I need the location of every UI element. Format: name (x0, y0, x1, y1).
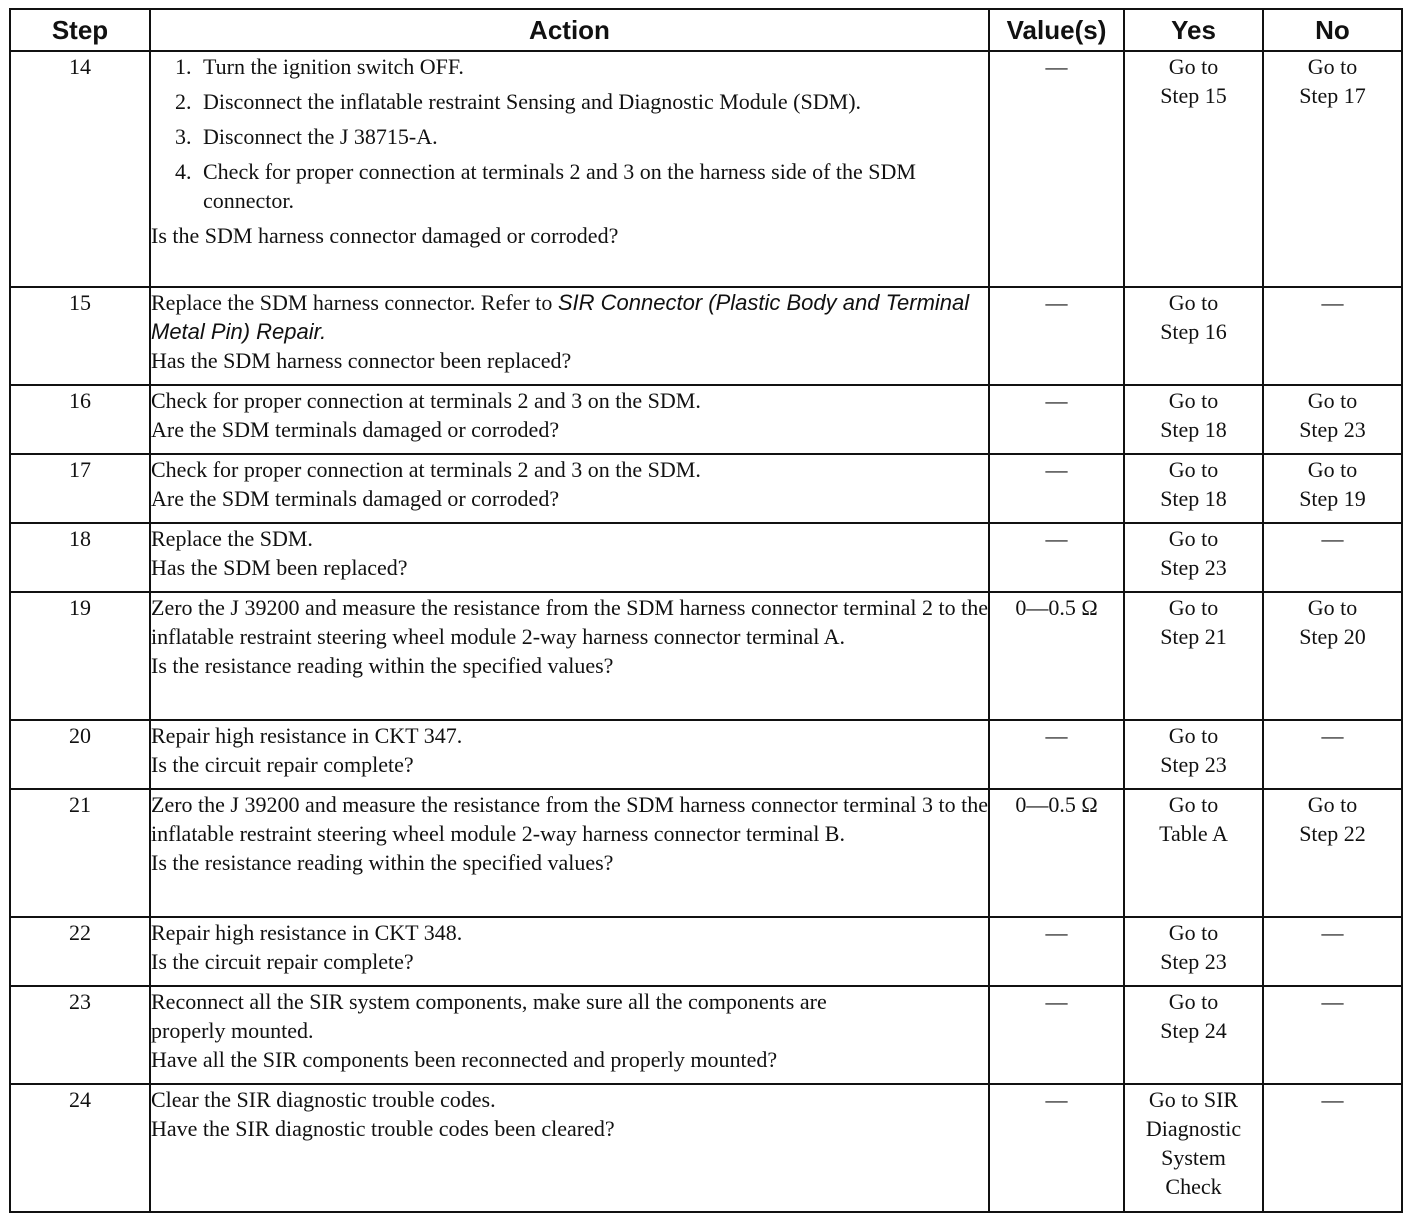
action-question: Have all the SIR components been reconnected and properly mounted? (151, 1047, 778, 1072)
action-question: Are the SDM terminals damaged or corroded? (151, 486, 560, 511)
no-text: Go to (1307, 792, 1358, 817)
action-cell (150, 789, 989, 917)
table-row (10, 986, 1402, 1084)
action-cell (150, 523, 989, 592)
step-number: 15 (10, 287, 150, 385)
no-cell (1263, 1084, 1402, 1212)
yes-cell (1124, 789, 1263, 917)
action-question: Are the SDM terminals damaged or corroded? (151, 417, 560, 442)
step-number: 19 (10, 592, 150, 720)
no-text: Step 22 (1299, 821, 1366, 846)
yes-text: Step 15 (1160, 83, 1227, 108)
yes-text: Go to (1168, 54, 1219, 79)
header-action: Action (150, 9, 989, 51)
action-text: Replace the SDM. (151, 526, 313, 551)
action-text: Check for proper connection at terminals 2 and 3 on the SDM. (151, 388, 701, 413)
yes-text: Go to (1168, 290, 1219, 315)
no-cell (1263, 385, 1402, 454)
yes-text: Go to (1168, 388, 1219, 413)
table-row (10, 720, 1402, 789)
step-number: 18 (10, 523, 150, 592)
no-text: Go to (1307, 54, 1358, 79)
action-cell (150, 1084, 989, 1212)
action-step: 3. Disconnect the J 38715-A. (175, 124, 438, 149)
yes-cell (1124, 986, 1263, 1084)
table-row (10, 454, 1402, 523)
yes-text: Table A (1159, 821, 1228, 846)
diagnostic-table (9, 8, 1403, 1213)
yes-cell (1124, 592, 1263, 720)
table-row (10, 1084, 1402, 1212)
action-cell (150, 986, 989, 1084)
yes-text: Step 18 (1160, 486, 1227, 511)
no-text: — (1321, 723, 1344, 748)
action-question: Is the circuit repair complete? (151, 949, 414, 974)
no-text: Step 20 (1299, 624, 1366, 649)
action-question: Is the circuit repair complete? (151, 752, 414, 777)
yes-cell (1124, 287, 1263, 385)
action-cell (150, 385, 989, 454)
no-text: Step 17 (1299, 83, 1366, 108)
yes-text: Step 16 (1160, 319, 1227, 344)
action-cell (150, 917, 989, 986)
action-question: Has the SDM been replaced? (151, 555, 408, 580)
value-cell: 0—0.5 Ω (989, 592, 1124, 720)
action-text: Zero the J 39200 and measure the resistance from the SDM harness connector terminal 3 to the inflatable restraint steering wheel module 2-way harness connector terminal B. (151, 792, 988, 846)
table-row (10, 523, 1402, 592)
yes-text: Go to (1168, 792, 1219, 817)
yes-text: Go to (1168, 723, 1219, 748)
yes-text: Check (1165, 1174, 1222, 1199)
no-text: Step 19 (1299, 486, 1366, 511)
value-cell: — (989, 287, 1124, 385)
step-number: 22 (10, 917, 150, 986)
action-cell (150, 287, 989, 385)
yes-text: System (1161, 1145, 1226, 1170)
header-yes: Yes (1124, 9, 1263, 51)
yes-text: Step 23 (1160, 752, 1227, 777)
no-text: Step 23 (1299, 417, 1366, 442)
action-text: Replace the SDM harness connector. Refer to (151, 290, 558, 315)
value-cell: — (989, 917, 1124, 986)
action-cell (150, 720, 989, 789)
no-cell (1263, 523, 1402, 592)
yes-text: Go to (1168, 457, 1219, 482)
yes-cell (1124, 523, 1263, 592)
step-number: 16 (10, 385, 150, 454)
action-step: 4. Check for proper connection at terminals 2 and 3 on the harness side of the SDM connector. (175, 159, 916, 213)
table-row (10, 51, 1402, 287)
no-cell (1263, 287, 1402, 385)
action-cell (150, 454, 989, 523)
yes-text: Step 23 (1160, 949, 1227, 974)
yes-text: Step 23 (1160, 555, 1227, 580)
no-cell (1263, 51, 1402, 287)
step-number: 23 (10, 986, 150, 1084)
no-text: — (1321, 526, 1344, 551)
yes-text: Step 21 (1160, 624, 1227, 649)
yes-cell (1124, 454, 1263, 523)
yes-text: Step 24 (1160, 1018, 1227, 1043)
header-step: Step (10, 9, 150, 51)
value-cell: — (989, 720, 1124, 789)
yes-text: Step 18 (1160, 417, 1227, 442)
yes-text: Go to (1168, 526, 1219, 551)
header-values: Value(s) (989, 9, 1124, 51)
value-cell: — (989, 986, 1124, 1084)
yes-cell (1124, 1084, 1263, 1212)
no-text: — (1321, 989, 1344, 1014)
step-number: 17 (10, 454, 150, 523)
yes-text: Go to (1168, 595, 1219, 620)
action-question: Is the resistance reading within the specified values? (151, 653, 614, 678)
value-cell: — (989, 1084, 1124, 1212)
yes-text: Go to (1168, 989, 1219, 1014)
no-text: Go to (1307, 595, 1358, 620)
no-cell (1263, 592, 1402, 720)
value-cell: 0—0.5 Ω (989, 789, 1124, 917)
step-number: 24 (10, 1084, 150, 1212)
action-question: Is the resistance reading within the specified values? (151, 850, 614, 875)
no-cell (1263, 454, 1402, 523)
action-text: Repair high resistance in CKT 348. (151, 920, 463, 945)
table-row (10, 592, 1402, 720)
action-text: Check for proper connection at terminals 2 and 3 on the SDM. (151, 457, 701, 482)
action-step: 2. Disconnect the inflatable restraint Sensing and Diagnostic Module (SDM). (175, 89, 862, 114)
table-row (10, 287, 1402, 385)
step-number: 21 (10, 789, 150, 917)
value-cell: — (989, 454, 1124, 523)
no-cell (1263, 789, 1402, 917)
no-text: — (1321, 290, 1344, 315)
no-text: — (1321, 1087, 1344, 1112)
action-text: Reconnect all the SIR system components, make sure all the components are properly mounted. (151, 989, 827, 1043)
header-row (10, 9, 1402, 51)
value-cell: — (989, 51, 1124, 287)
action-question: Has the SDM harness connector been replaced? (151, 348, 572, 373)
yes-text: Diagnostic (1145, 1116, 1242, 1141)
no-text: Go to (1307, 457, 1358, 482)
step-number: 20 (10, 720, 150, 789)
action-text: Clear the SIR diagnostic trouble codes. (151, 1087, 496, 1112)
action-text: Repair high resistance in CKT 347. (151, 723, 463, 748)
table-row (10, 789, 1402, 917)
yes-cell (1124, 720, 1263, 789)
yes-text: Go to SIR (1148, 1087, 1239, 1112)
yes-cell (1124, 385, 1263, 454)
step-number: 14 (10, 51, 150, 287)
table-row (10, 917, 1402, 986)
no-cell (1263, 986, 1402, 1084)
action-cell (150, 592, 989, 720)
action-question: Have the SIR diagnostic trouble codes been cleared? (151, 1116, 615, 1141)
value-cell: — (989, 385, 1124, 454)
table-row (10, 385, 1402, 454)
no-cell (1263, 917, 1402, 986)
no-cell (1263, 720, 1402, 789)
action-question: Is the SDM harness connector damaged or corroded? (151, 223, 619, 248)
action-cell (150, 51, 989, 287)
yes-text: Go to (1168, 920, 1219, 945)
header-no: No (1263, 9, 1402, 51)
yes-cell (1124, 917, 1263, 986)
no-text: Go to (1307, 388, 1358, 413)
action-text: Zero the J 39200 and measure the resistance from the SDM harness connector terminal 2 to the inflatable restraint steering wheel module 2-way harness connector terminal A. (151, 595, 988, 649)
value-cell: — (989, 523, 1124, 592)
yes-cell (1124, 51, 1263, 287)
repair-reference: SIR Connector (Plastic Body and Terminal Metal Pin) Repair. (151, 290, 970, 344)
action-step: 1. Turn the ignition switch OFF. (175, 54, 464, 79)
action-step-list (151, 52, 988, 215)
no-text: — (1321, 920, 1344, 945)
